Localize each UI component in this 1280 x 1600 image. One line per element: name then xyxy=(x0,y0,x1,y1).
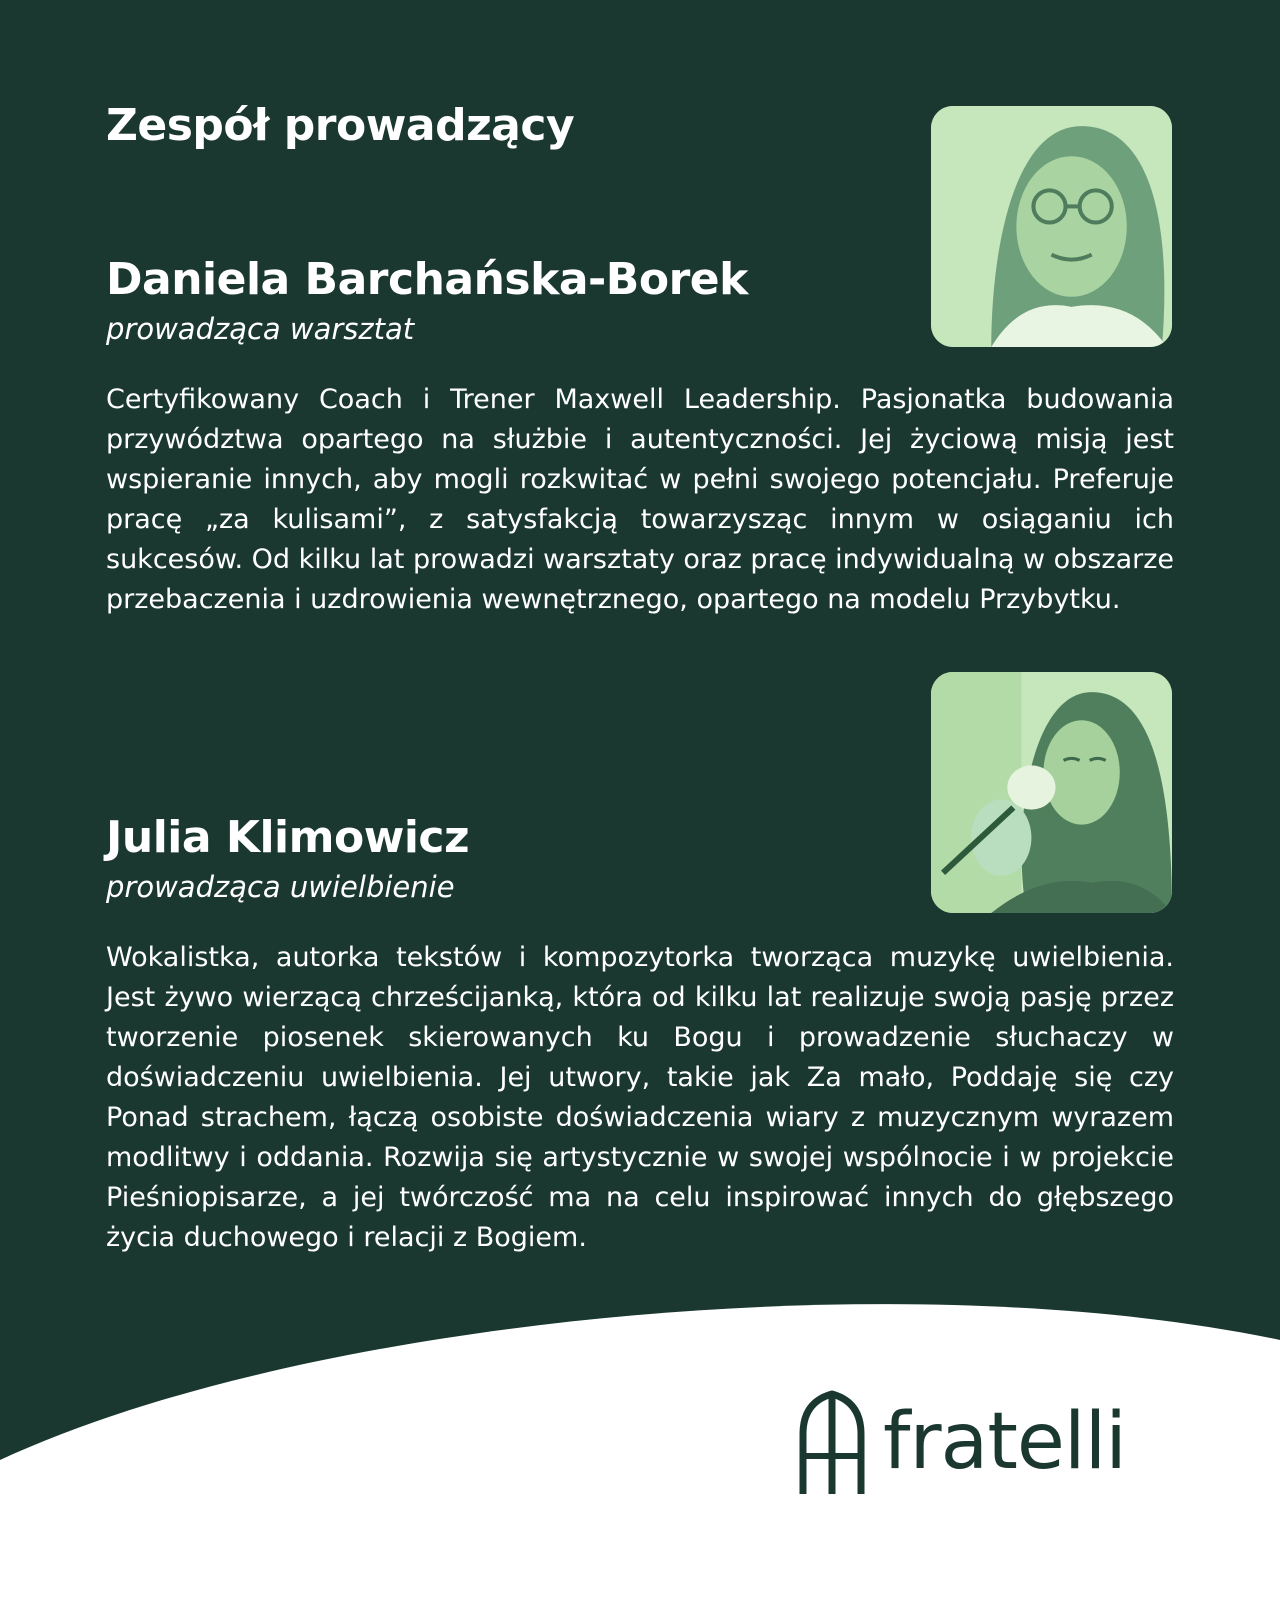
person-bio: Wokalistka, autorka tekstów i kompozytorka tworząca muzykę uwielbienia. Jest żywo wierzącą chrześcijanką, która od kilku lat realizuje swoją pasję przez tworzenie piosenek skierowanych ku Bogu i prowadzenie słuchaczy w doświadczeniu uwielbienia. Jej utwory, takie jak Za mało, Poddaję się czy Ponad strachem, łączą osobiste doświadczenia wiary z muzycznym wyrazem modlitwy i oddania. Rozwija się artystycznie w swojej wspólnocie i w projekcie Pieśniopisarze, a jej twórczość ma na celu inspirować innych do głębszego życia duchowego i relacji z Bogiem. xyxy=(106,942,1174,1253)
person-bio: Certyfikowany Coach i Trener Maxwell Leadership. Pasjonatka budowania przywództwa opartego na służbie i autentyczności. Jej życiową misją jest wspieranie innych, aby mogli rozkwitać w pełni swojego potencjału. Preferuje pracę „za kulisami”, z satysfakcją towarzysząc innym w osiąganiu ich sukcesów. Od kilku lat prowadzi warsztaty oraz pracę indywidualną w obszarze przebaczenia i uzdrowienia wewnętrznego, opartego na modelu Przybytku. xyxy=(106,384,1174,615)
portrait-photo-icon xyxy=(931,106,1172,347)
person-name: Daniela Barchańska-Borek xyxy=(106,254,748,305)
portrait-photo-icon xyxy=(931,672,1172,913)
person-photo-julia xyxy=(931,672,1172,913)
person-role: prowadząca warsztat xyxy=(106,312,415,346)
person-photo-daniela xyxy=(931,106,1172,347)
person-role: prowadząca uwielbienie xyxy=(106,870,455,904)
person-name: Julia Klimowicz xyxy=(106,812,470,863)
logo-wordmark: fratelli xyxy=(883,1397,1126,1487)
fratelli-logo xyxy=(795,1390,1185,1500)
page-title: Zespół prowadzący xyxy=(106,100,575,151)
